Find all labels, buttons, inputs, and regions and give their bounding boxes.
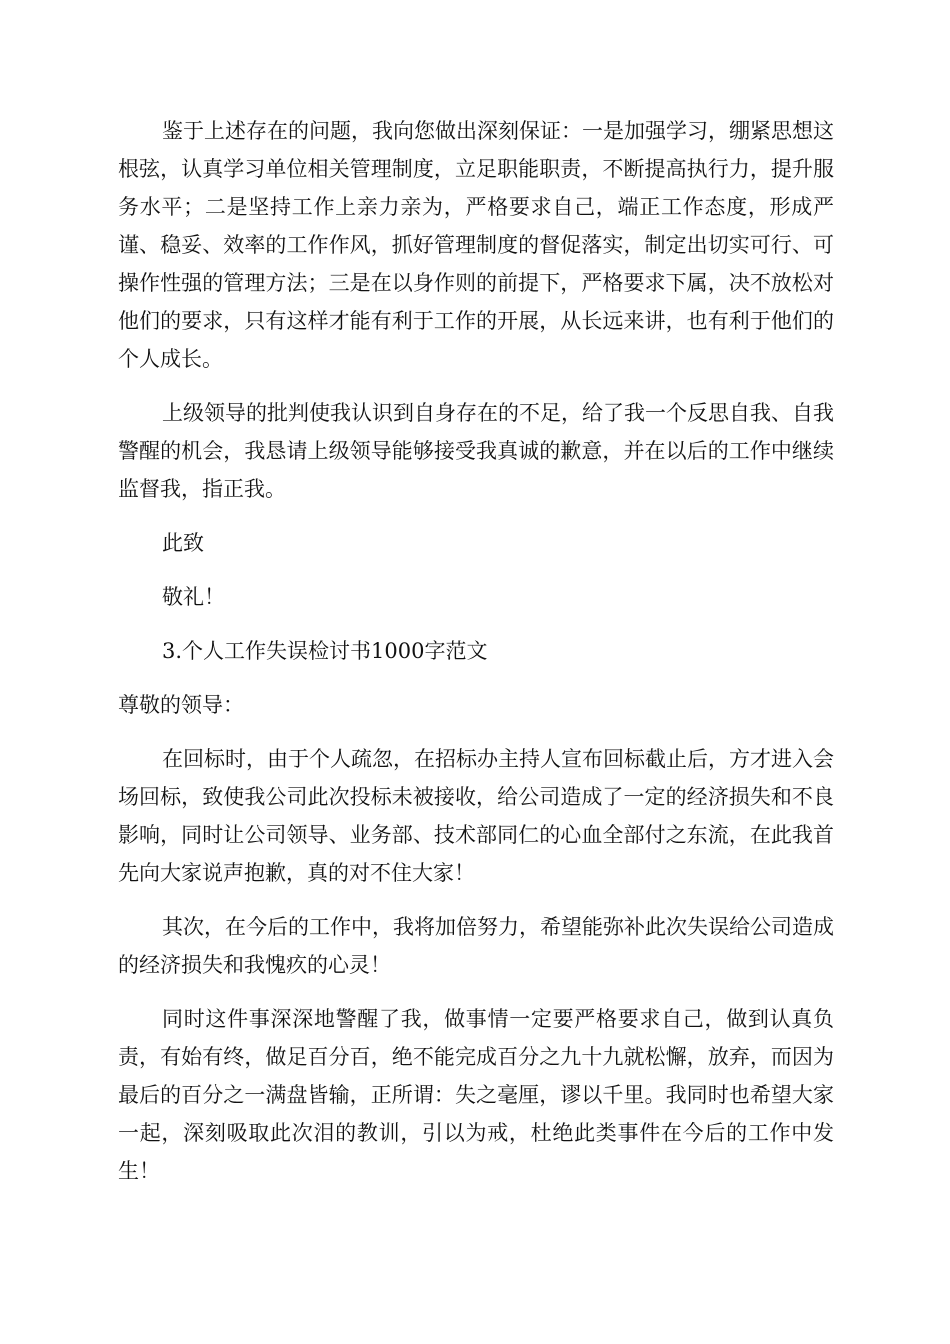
lesson-paragraph: 同时这件事深深地警醒了我，做事情一定要严格要求自己，做到认真负责，有始有终，做足百分百，绝不能完成百分之九十九就松懈，放弃，而因为最后的百分之一满盘皆输，正所谓：失之毫厘，谬以千里。我同时也希望大家一起，深刻吸取此次泪的教训，引以为戒，杜绝此类事件在今后的工作中发生！ [118, 1007, 834, 1183]
document-body [118, 112, 834, 1206]
closing-salutation: 此致 [162, 531, 204, 555]
commitment-paragraph: 其次，在今后的工作中，我将加倍努力，希望能弥补此次失误给公司造成的经济损失和我愧疚的心灵！ [118, 915, 834, 977]
section-heading: 3.个人工作失误检讨书1000字范文 [162, 639, 488, 663]
apology-paragraph: 上级领导的批判使我认识到自身存在的不足，给了我一个反思自我、自我警醒的机会，我恳请上级领导能够接受我真诚的歉意，并在以后的工作中继续监督我，指正我。 [118, 401, 834, 501]
guarantee-paragraph: 鉴于上述存在的问题，我向您做出深刻保证：一是加强学习，绷紧思想这根弦，认真学习单位相关管理制度，立足职能职责，不断提高执行力，提升服务水平；二是坚持工作上亲力亲为，严格要求自己，端正工作态度，形成严谨、稳妥、效率的工作作风，抓好管理制度的督促落实，制定出切实可行、可操作性强的管理方法；三是在以身作则的前提下，严格要求下属，决不放松对他们的要求，只有这样才能有利于工作的开展，从长远来讲，也有利于他们的个人成长。 [118, 119, 834, 371]
closing-regards: 敬礼！ [162, 585, 225, 609]
incident-paragraph: 在回标时，由于个人疏忽，在招标办主持人宣布回标截止后，方才进入会场回标，致使我公司此次投标未被接收，给公司造成了一定的经济损失和不良影响，同时让公司领导、业务部、技术部同仁的心血全部付之东流，在此我首先向大家说声抱歉，真的对不住大家！ [118, 747, 834, 885]
letter-greeting: 尊敬的领导： [118, 693, 244, 717]
